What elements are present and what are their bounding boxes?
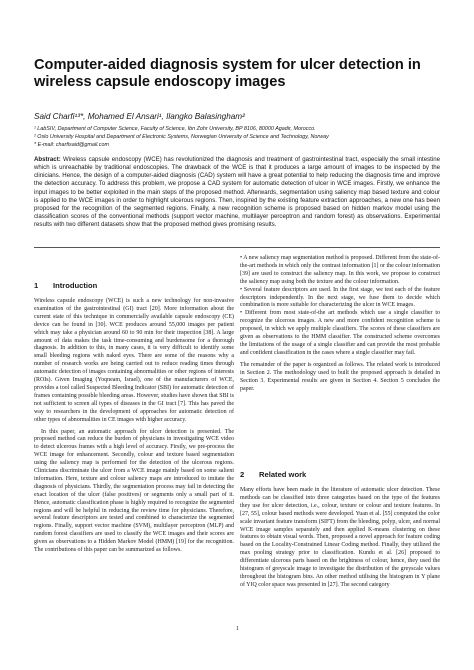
- section-2-number: 2: [240, 470, 245, 479]
- corresponding-email: * E-mail: charfisaid@gmail.com: [34, 142, 109, 148]
- related-work-column: [240, 487, 440, 590]
- outline-paragraph: The remainder of the paper is organized as follows. The related work is introduced in Section 2. The methodology used to built the proposed approach is detailed in Section 3. Experimental results are given in Section 4. Section 5 concludes the paper.: [240, 361, 440, 392]
- section-1-heading: [34, 281, 97, 290]
- section-1-title: Introduction: [53, 281, 98, 290]
- affiliation-1: ¹ LabSIV, Department of Computer Science, Faculty of Science, Ibn Zohr University, BP 8106, 80000 Agadir, Morocco.: [34, 126, 316, 132]
- section-2-heading: [240, 470, 306, 479]
- abstract-label: Abstract:: [34, 156, 61, 163]
- left-column: [34, 298, 234, 555]
- intro-paragraph-2: In this paper, an automatic approach for ulcer detection is presented. The proposed method can reduce the burden of physicians in investigating WCE video to detect ulcerous frames with a high level of accuracy. Firstly, we pre-process the WCE image for enhancement. Secondly, colour and texture based segmentation using the saliency map is performed for the detection of the ulcerous regions. Clinicians discriminate the ulcer from a WCE image mainly based on some salient information. Here, texture and colour saliency maps are introduced to imitate the diagnosis of physicians. Thirdly, the segmentation process may fail in detecting the exact location of the ulcer (false positives) or segments only a small part of it. Hence, automatic classification phase is highly required to recognize the segmented regions and will be helpful in reducing the review time for physicians. Therefore, several feature descriptors are tested and combined to characterize the segmented regions. Finally, support vector machine (SVM), multilayer perceptron (MLP) and random forest classifiers are used to classify the WCE images and their scores are given as observations to a Hidden Markov Model (HMM) [19] for the recognition. The contributions of this paper can be summarized as follows.: [34, 428, 234, 554]
- page-number: 1: [236, 626, 239, 632]
- section-1-number: 1: [34, 281, 39, 290]
- affiliation-2: ² Oslo University Hospital and Department of Electronic Systems, Norwegian University of Science and Technology, Norway: [34, 134, 329, 140]
- related-work-paragraph: Many efforts have been made in the literature of automatic ulcer detection. These methods can be classified into three categories based on the type of the features they use for ulcer detection, i.e., colour, texture or colour and texture features. In [27, 55], colour based methods were developed. Yuan et al. [55] computed the color scale invariant feature transform (SIFT) from the bleeding, polyp, ulcer, and normal WCE image samples separately and then applied K-means clustering on these features to obtain visual words. Then, proposed a novel approach for feature coding based on the Locality-Constrained Linear Coding method. Finally, they utilized the max pooling strategy prior to classification. Kundu et al. [26] proposed to differentiate ulcerous parts based on the brightness of colour, hence, they used the histogram of greyscale image to investigate the distribution of the greyscale values throughout the histogram bins. An other method utilising the histogram in Y plane of YIQ color space was presented in [27]. The second category: [240, 487, 440, 588]
- contribution-bullet-2: • Several feature descriptors are used. In the first stage, we test each of the feature descriptors independently. In the next stage, we fuse them to decide which combination is more suitable for characterizing the ulcer in WCE images.: [240, 286, 440, 309]
- section-2-title: Related work: [259, 470, 307, 479]
- contribution-bullet-3: • Different from most state-of-the art methods which use a single classifier to recognize the ulcerous images. A new and more confident recognition scheme is proposed, in which we apply multiple classifiers. The scores of these classifiers are given as observations to the HMM classifier. The constructed scheme overcomes the limitations of the usage of a single classifier and can provide the most probable and confident classification in the cases where a single classifier may fail.: [240, 310, 440, 356]
- author-list: Said Charfi¹³*, Mohamed El Ansari¹, Ilangko Balasingham²: [34, 112, 245, 121]
- abstract-divider: [34, 247, 440, 248]
- contribution-bullet-1: • A new saliency map segmentation method is proposed. Different from the state-of-the-art methods in which only the contrast information [1] or the colour information [39] are used to construct the saliency map. In this work, we propose to construct the saliency map using both the texture and the colour information.: [240, 255, 440, 285]
- abstract: [34, 156, 440, 229]
- intro-paragraph-1: Wireless capsule endoscopy (WCE) is such a new technology for non-invasive examination of the gastrointestinal (GI) tract [20]. More information about the current state of this technique in commercially available capsule endoscopy (CE) device can be found in [30]. WCE produces around 55,000 images per patient which may take a physician around 60 to 90 min for their inspection [38]. A large amount of data makes the task time-consuming and burdensome for a thorough diagnosis. In addition to this, in many cases, it is very difficult to identify some small bleeding regions with naked eyes. There are some of the reasons why a number of research works are being carried out to reduce reading times through automatic detection of images containing abnormalities or other regions of interests (ROIs). Given Imaging (Yoqneam, Israel), one of the manufacturers of WCE, provides a tool called Suspected Bleeding Indicator (SBI) for automatic detection of frames containing possible bleeding areas. However, studies have shown that SBI is not sufficient to screen all types of diseases in the GI tract [7]. This has paved the way to researchers in the development of approaches for automatic detection of other types of abnormalities in CE images with higher accuracy.: [34, 298, 234, 423]
- affiliations: [34, 125, 454, 149]
- right-column: [240, 255, 440, 393]
- paper-title: Computer-aided diagnosis system for ulcer detection in wireless capsule endoscopy images: [34, 57, 421, 90]
- abstract-text: Wireless capsule endoscopy (WCE) has revolutionized the diagnosis and treatment of gastrointestinal tract, especially the small intestine which is unreachable by traditional endoscopies. The drawback of the WCE is that it produces a large amount of images to be inspected by the clinicians. Hence, the design of a computer-aided diagnosis (CAD) system will have a great potential to help reducing the diagnosis time and improve the detection accuracy. To address this problem, we propose a CAD system for automatic detection of ulcer in WCE images. Firstly, we enhance the input images to be better exploited in the main steps of the proposed method. Afterwards, segmentation using saliency map based texture and colour is applied to the WCE images in order to highlight ulcerous regions. Then, inspired by the existing feature extraction approaches, a new one has been proposed for the recognition of the segmented regions. Finally, a new recognition scheme is proposed based on hidden markov model using the classification scores of the conventional methods (support vector machine, multilayer perceptron and random forest) as observations. Experimental results with two different datasets show that the proposed method gives promising results.: [34, 156, 440, 229]
